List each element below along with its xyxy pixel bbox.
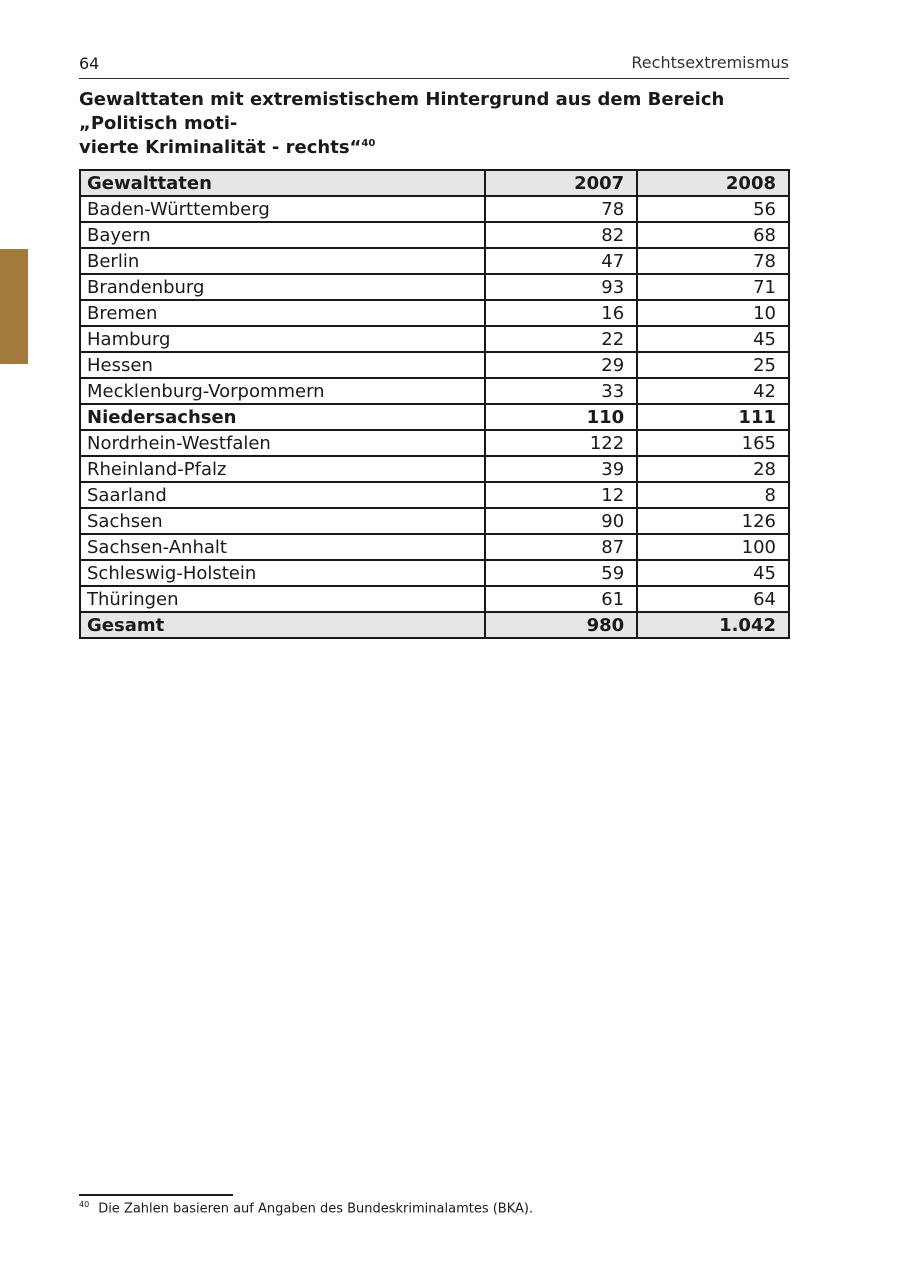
state-name-cell: Sachsen-Anhalt (80, 534, 485, 560)
table-row (80, 430, 789, 456)
table-row (80, 508, 789, 534)
value-2008-cell: 8 (637, 482, 789, 508)
value-2007-cell: 16 (485, 300, 637, 326)
table-row (80, 326, 789, 352)
heading-footnote-ref: 40 (361, 138, 376, 149)
table-row (80, 378, 789, 404)
table-row (80, 248, 789, 274)
state-name-cell: Hamburg (80, 326, 485, 352)
table-row (80, 534, 789, 560)
state-name-cell: Hessen (80, 352, 485, 378)
table-row (80, 352, 789, 378)
table-row (80, 300, 789, 326)
value-2007-cell: 90 (485, 508, 637, 534)
value-2007-cell: 61 (485, 586, 637, 612)
value-2007-cell: 33 (485, 378, 637, 404)
value-2008-cell: 42 (637, 378, 789, 404)
value-2008-cell: 28 (637, 456, 789, 482)
value-2008-cell: 78 (637, 248, 789, 274)
table-row (80, 222, 789, 248)
column-header-2007: 2007 (485, 170, 637, 196)
footnote (79, 1200, 533, 1216)
state-name-cell: Bremen (80, 300, 485, 326)
total-2008: 1.042 (637, 612, 789, 638)
state-name-cell: Saarland (80, 482, 485, 508)
value-2008-cell: 165 (637, 430, 789, 456)
state-name-cell: Thüringen (80, 586, 485, 612)
heading-line-2: vierte Kriminalität - rechts“ (79, 137, 362, 158)
value-2008-cell: 71 (637, 274, 789, 300)
value-2007-cell: 122 (485, 430, 637, 456)
value-2007-cell: 87 (485, 534, 637, 560)
value-2007-cell: 78 (485, 196, 637, 222)
table-row (80, 274, 789, 300)
state-name-cell: Sachsen (80, 508, 485, 534)
value-2007-cell: 93 (485, 274, 637, 300)
value-2007-cell: 12 (485, 482, 637, 508)
page-number: 64 (79, 54, 100, 73)
value-2007-cell: 82 (485, 222, 637, 248)
value-2008-cell: 68 (637, 222, 789, 248)
state-name-cell: Schleswig-Holstein (80, 560, 485, 586)
column-header-category: Gewalttaten (80, 170, 485, 196)
value-2008-cell: 56 (637, 196, 789, 222)
table-header-row (80, 170, 789, 196)
table-row (80, 560, 789, 586)
table-total-row (80, 612, 789, 638)
column-header-2008: 2008 (637, 170, 789, 196)
value-2007-cell: 29 (485, 352, 637, 378)
value-2007-cell: 110 (485, 404, 637, 430)
total-2007: 980 (485, 612, 637, 638)
state-name-cell: Nordrhein-Westfalen (80, 430, 485, 456)
value-2008-cell: 100 (637, 534, 789, 560)
heading-line-1: Gewalttaten mit extremistischem Hintergrund aus dem Bereich „Politisch moti- (79, 89, 725, 134)
state-name-cell: Bayern (80, 222, 485, 248)
table-row (80, 456, 789, 482)
value-2008-cell: 111 (637, 404, 789, 430)
footnote-text: Die Zahlen basieren auf Angaben des Bundeskriminalamtes (BKA). (98, 1201, 534, 1217)
value-2008-cell: 45 (637, 326, 789, 352)
table-row (80, 404, 789, 430)
state-name-cell: Mecklenburg-Vorpommern (80, 378, 485, 404)
table-row (80, 482, 789, 508)
state-name-cell: Berlin (80, 248, 485, 274)
value-2008-cell: 64 (637, 586, 789, 612)
state-name-cell: Baden-Württemberg (80, 196, 485, 222)
value-2008-cell: 45 (637, 560, 789, 586)
value-2008-cell: 10 (637, 300, 789, 326)
table-row (80, 196, 789, 222)
value-2008-cell: 25 (637, 352, 789, 378)
running-head: Rechtsextremismus (631, 53, 789, 72)
value-2008-cell: 126 (637, 508, 789, 534)
value-2007-cell: 47 (485, 248, 637, 274)
table-heading (79, 88, 794, 160)
state-name-cell: Brandenburg (80, 274, 485, 300)
footnote-rule (79, 1194, 233, 1196)
state-name-cell: Rheinland-Pfalz (80, 456, 485, 482)
table-body (80, 196, 789, 612)
value-2007-cell: 39 (485, 456, 637, 482)
table-row (80, 586, 789, 612)
total-label: Gesamt (80, 612, 485, 638)
chapter-thumb-tab (0, 249, 28, 364)
violent-crimes-table (79, 169, 790, 639)
page-header (79, 50, 789, 79)
footnote-mark: 40 (79, 1200, 90, 1209)
value-2007-cell: 59 (485, 560, 637, 586)
state-name-cell: Niedersachsen (80, 404, 485, 430)
value-2007-cell: 22 (485, 326, 637, 352)
